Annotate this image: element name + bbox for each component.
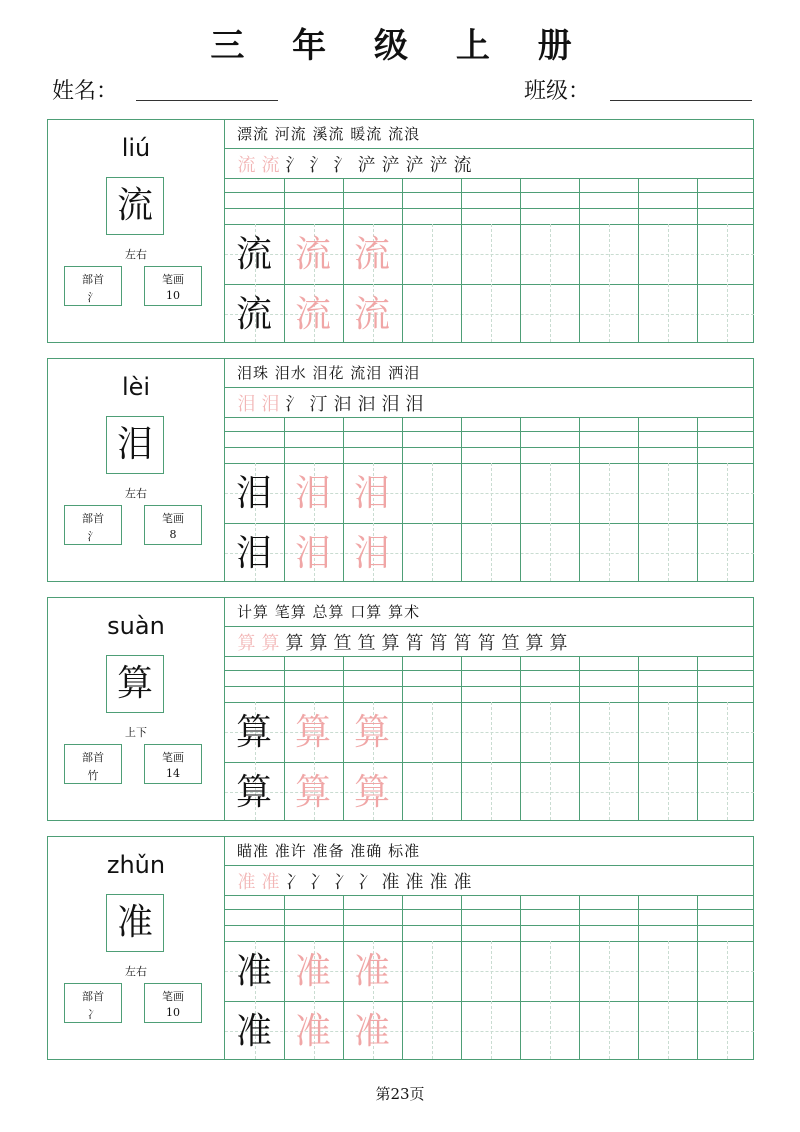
radical-value: 氵 — [87, 291, 99, 304]
guide-line — [609, 224, 610, 342]
radical-box — [64, 983, 122, 1023]
stroke-step: 笪 — [333, 633, 353, 654]
grid-line — [225, 762, 754, 763]
guide-line — [432, 224, 433, 342]
grid-line — [225, 925, 754, 926]
guide-line — [550, 224, 551, 342]
trace-char: 准 — [353, 1011, 390, 1052]
pinyin: suàn — [107, 612, 165, 640]
stroke-step: 准 — [261, 872, 281, 893]
stroke-step: 浐 — [405, 155, 425, 176]
stroke-step: 流 — [261, 155, 281, 176]
grid-line — [697, 656, 698, 820]
strokes-label: 笔画 — [162, 990, 184, 1003]
grid-line — [225, 387, 754, 388]
char-box: 流 — [106, 177, 164, 235]
grid-line — [225, 417, 754, 418]
practice-grid — [225, 120, 754, 342]
stroke-step: 泪 — [405, 394, 425, 415]
char-card — [47, 358, 754, 582]
stroke-step: 冫 — [333, 872, 353, 893]
practice-grid — [225, 359, 754, 581]
grid-line — [225, 208, 754, 209]
grid-line — [225, 178, 754, 179]
stroke-step: 算 — [261, 633, 281, 654]
grid-line — [579, 417, 580, 581]
trace-char: 准 — [353, 951, 390, 992]
stroke-step: 筲 — [477, 633, 497, 654]
stroke-step: 筲 — [453, 633, 473, 654]
grid-line — [402, 895, 403, 1059]
stroke-order — [235, 151, 475, 177]
guide-line — [668, 463, 669, 581]
grid-line — [225, 192, 754, 193]
strokes-box — [144, 266, 202, 306]
radical-value: 竹 — [87, 769, 99, 782]
stroke-step: 冫 — [309, 872, 329, 893]
stroke-step: 算 — [381, 633, 401, 654]
grid-line — [579, 656, 580, 820]
stroke-step: 算 — [285, 633, 305, 654]
grid-line — [225, 1001, 754, 1002]
guide-line — [609, 463, 610, 581]
trace-char: 流 — [294, 234, 331, 275]
trace-char: 流 — [353, 234, 390, 275]
guide-line — [550, 702, 551, 820]
char-card — [47, 119, 754, 343]
page-title: 三 年 级 上 册 — [210, 26, 590, 66]
grid-line — [461, 417, 462, 581]
grid-line — [225, 895, 754, 896]
trace-char: 算 — [294, 772, 331, 813]
grid-line — [225, 670, 754, 671]
grid-line — [402, 178, 403, 342]
strokes-value: 10 — [166, 289, 180, 302]
strokes-value: 8 — [169, 528, 177, 541]
grid-line — [520, 656, 521, 820]
guide-line — [727, 702, 728, 820]
page-number: 第23页 — [375, 1085, 425, 1103]
char-box: 准 — [106, 894, 164, 952]
stroke-step: 氵 — [309, 155, 329, 176]
vocab-words: 计算 笔算 总算 口算 算术 — [237, 603, 421, 621]
structure-label: 左右 — [125, 487, 147, 500]
guide-line — [668, 702, 669, 820]
trace-char: 流 — [294, 294, 331, 335]
grid-line — [638, 895, 639, 1059]
stroke-step: 氵 — [333, 155, 353, 176]
pinyin: liú — [121, 134, 151, 162]
char-box: 算 — [106, 655, 164, 713]
stroke-step: 浐 — [381, 155, 401, 176]
guide-line — [727, 224, 728, 342]
grid-line — [520, 178, 521, 342]
trace-char: 准 — [294, 951, 331, 992]
strokes-value: 14 — [166, 767, 180, 780]
guide-line — [668, 224, 669, 342]
strokes-box — [144, 983, 202, 1023]
stroke-step: 汩 — [357, 394, 377, 415]
guide-line — [491, 463, 492, 581]
stroke-step: 算 — [309, 633, 329, 654]
grid-line — [225, 431, 754, 432]
trace-char: 泪 — [294, 473, 331, 514]
grid-line — [579, 178, 580, 342]
stroke-step: 流 — [237, 155, 257, 176]
stroke-step: 泪 — [261, 394, 281, 415]
stroke-step: 准 — [453, 872, 473, 893]
grid-line — [461, 895, 462, 1059]
char-box: 泪 — [106, 416, 164, 474]
radical-label: 部首 — [82, 990, 104, 1003]
guide-line — [491, 224, 492, 342]
grid-line — [225, 523, 754, 524]
char-card — [47, 597, 754, 821]
stroke-step: 氵 — [285, 155, 305, 176]
stroke-step: 氵 — [285, 394, 305, 415]
model-char: 准 — [235, 951, 272, 992]
trace-char: 算 — [353, 772, 390, 813]
name-label: 姓名： — [52, 79, 119, 104]
model-char: 泪 — [235, 473, 272, 514]
grid-line — [225, 909, 754, 910]
stroke-step: 汀 — [309, 394, 329, 415]
vocab-words: 泪珠 泪水 泪花 流泪 洒泪 — [237, 364, 421, 382]
grid-line — [520, 417, 521, 581]
class-label: 班级： — [524, 79, 591, 104]
grid-line — [225, 686, 754, 687]
char-info-panel — [48, 837, 225, 1059]
guide-line — [727, 941, 728, 1059]
vocab-words: 瞄准 准许 准备 准确 标准 — [237, 842, 421, 860]
stroke-step: 泪 — [237, 394, 257, 415]
grid-line — [225, 865, 754, 866]
stroke-step: 冫 — [357, 872, 377, 893]
pinyin: zhǔn — [106, 851, 166, 879]
guide-line — [432, 941, 433, 1059]
stroke-step: 准 — [237, 872, 257, 893]
vocab-words: 漂流 河流 溪流 暖流 流浪 — [237, 125, 421, 143]
structure-label: 左右 — [125, 248, 147, 261]
strokes-label: 笔画 — [162, 751, 184, 764]
stroke-order — [235, 629, 571, 655]
radical-box — [64, 266, 122, 306]
grid-line — [402, 417, 403, 581]
trace-char: 算 — [353, 712, 390, 753]
guide-line — [550, 463, 551, 581]
guide-line — [432, 463, 433, 581]
char-info-panel — [48, 598, 225, 820]
stroke-step: 冫 — [285, 872, 305, 893]
guide-line — [727, 463, 728, 581]
grid-line — [579, 895, 580, 1059]
practice-grid — [225, 837, 754, 1059]
guide-line — [609, 941, 610, 1059]
radical-box — [64, 505, 122, 545]
strokes-label: 笔画 — [162, 512, 184, 525]
strokes-box — [144, 505, 202, 545]
stroke-order — [235, 390, 427, 416]
name-blank[interactable] — [136, 100, 278, 101]
stroke-step: 准 — [429, 872, 449, 893]
trace-char: 泪 — [294, 533, 331, 574]
grid-line — [225, 656, 754, 657]
pinyin: lèi — [121, 373, 151, 401]
trace-char: 准 — [294, 1011, 331, 1052]
class-blank[interactable] — [610, 100, 752, 101]
stroke-step: 浐 — [429, 155, 449, 176]
trace-char: 泪 — [353, 473, 390, 514]
grid-line — [461, 656, 462, 820]
stroke-step: 筲 — [429, 633, 449, 654]
trace-char: 泪 — [353, 533, 390, 574]
grid-line — [225, 148, 754, 149]
strokes-value: 10 — [166, 1006, 180, 1019]
stroke-step: 准 — [381, 872, 401, 893]
stroke-step: 流 — [453, 155, 473, 176]
trace-char: 算 — [294, 712, 331, 753]
stroke-step: 筲 — [405, 633, 425, 654]
model-char: 算 — [235, 772, 272, 813]
model-char: 泪 — [235, 533, 272, 574]
model-char: 流 — [235, 294, 272, 335]
grid-line — [461, 178, 462, 342]
stroke-step: 泪 — [381, 394, 401, 415]
model-char: 准 — [235, 1011, 272, 1052]
guide-line — [609, 702, 610, 820]
stroke-step: 笪 — [501, 633, 521, 654]
grid-line — [225, 941, 754, 942]
guide-line — [668, 941, 669, 1059]
structure-label: 上下 — [125, 726, 147, 739]
grid-line — [638, 417, 639, 581]
grid-line — [638, 178, 639, 342]
guide-line — [550, 941, 551, 1059]
strokes-label: 笔画 — [162, 273, 184, 286]
guide-line — [432, 702, 433, 820]
strokes-box — [144, 744, 202, 784]
stroke-step: 算 — [237, 633, 257, 654]
radical-value: 冫 — [87, 1008, 99, 1021]
grid-line — [225, 224, 754, 225]
grid-line — [225, 702, 754, 703]
grid-line — [225, 447, 754, 448]
radical-label: 部首 — [82, 273, 104, 286]
grid-line — [402, 656, 403, 820]
stroke-step: 汩 — [333, 394, 353, 415]
grid-line — [697, 417, 698, 581]
radical-value: 氵 — [87, 530, 99, 543]
char-info-panel — [48, 359, 225, 581]
practice-grid — [225, 598, 754, 820]
grid-line — [638, 656, 639, 820]
stroke-step: 浐 — [357, 155, 377, 176]
grid-line — [697, 895, 698, 1059]
grid-line — [697, 178, 698, 342]
grid-line — [225, 463, 754, 464]
radical-box — [64, 744, 122, 784]
guide-line — [491, 702, 492, 820]
stroke-order — [235, 868, 475, 894]
model-char: 流 — [235, 234, 272, 275]
stroke-step: 算 — [549, 633, 569, 654]
char-info-panel — [48, 120, 225, 342]
model-char: 算 — [235, 712, 272, 753]
stroke-step: 笪 — [357, 633, 377, 654]
radical-label: 部首 — [82, 751, 104, 764]
trace-char: 流 — [353, 294, 390, 335]
stroke-step: 算 — [525, 633, 545, 654]
structure-label: 左右 — [125, 965, 147, 978]
grid-line — [520, 895, 521, 1059]
char-card — [47, 836, 754, 1060]
stroke-step: 准 — [405, 872, 425, 893]
radical-label: 部首 — [82, 512, 104, 525]
guide-line — [491, 941, 492, 1059]
grid-line — [225, 284, 754, 285]
grid-line — [225, 626, 754, 627]
